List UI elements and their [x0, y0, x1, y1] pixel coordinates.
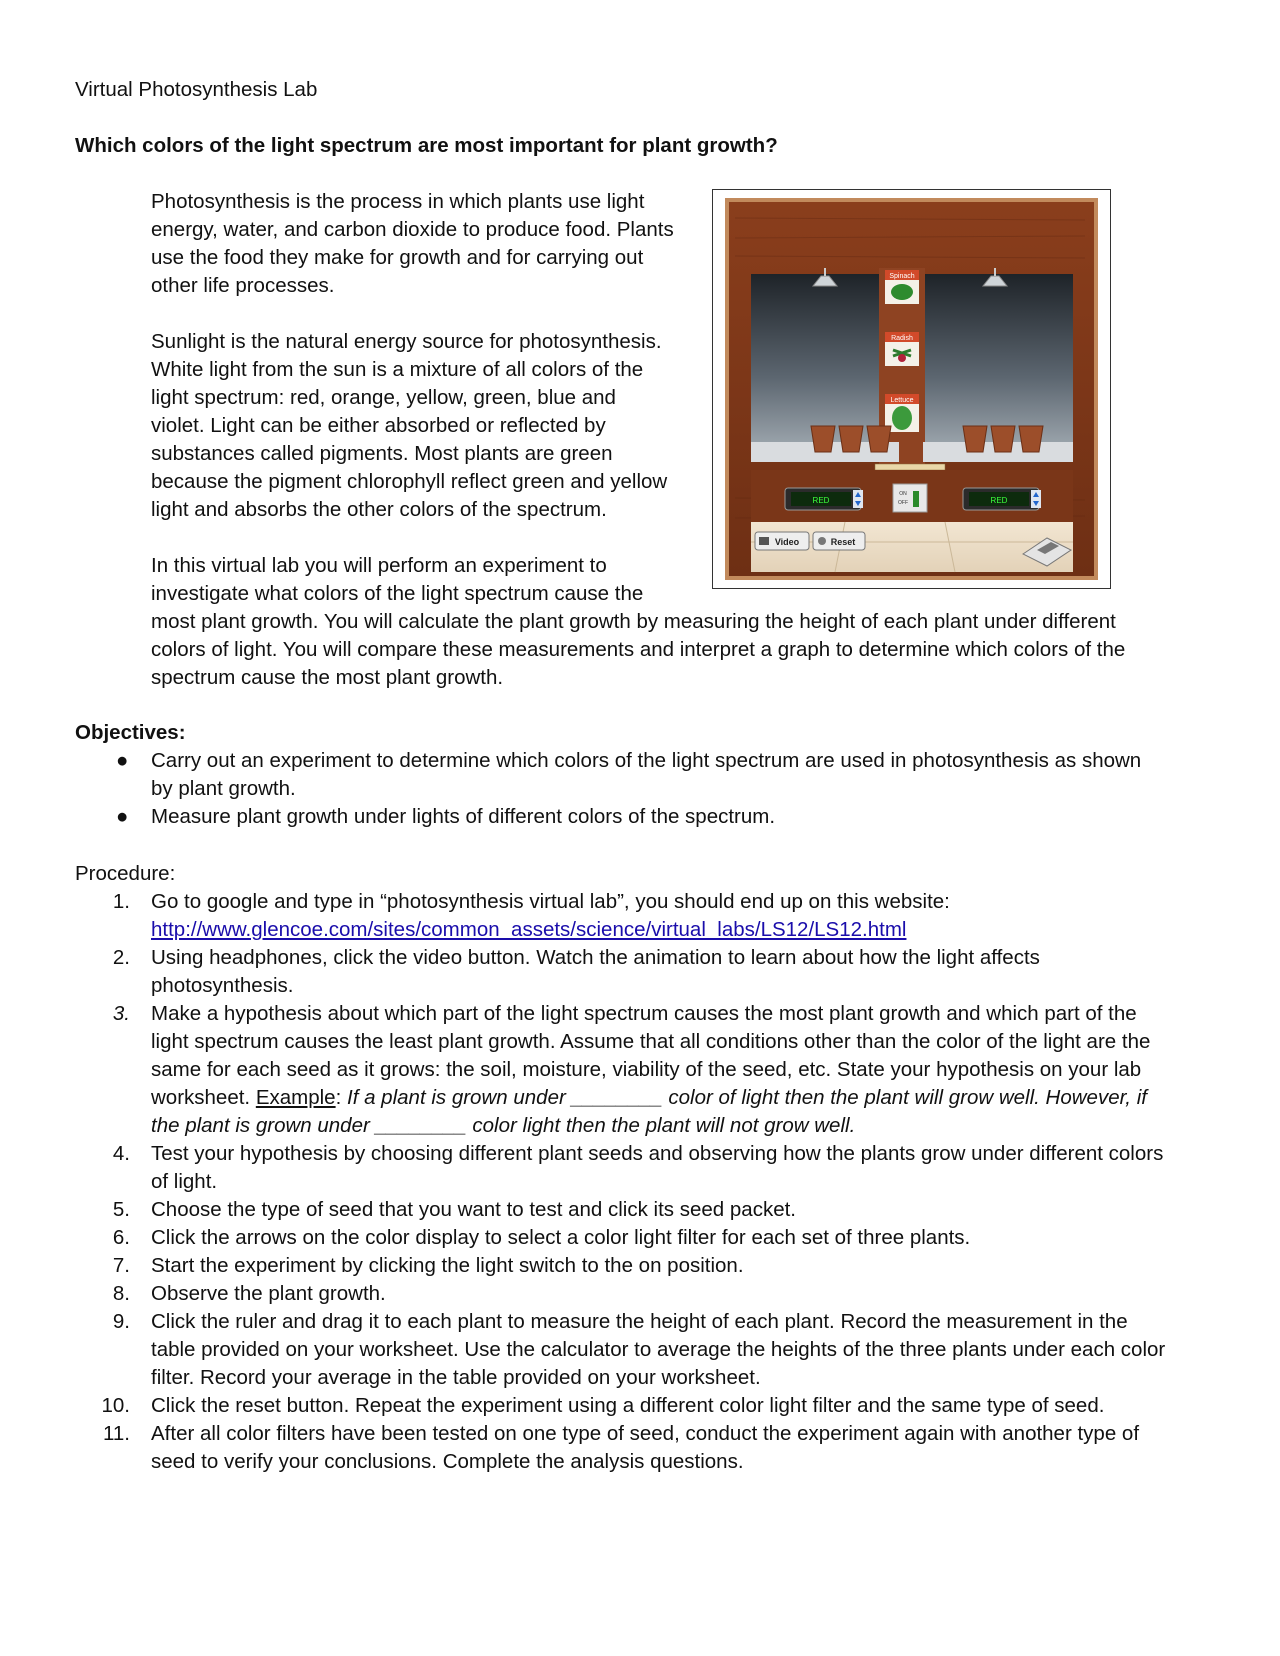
text-line: by plant growth. [151, 777, 296, 800]
text-line: In this virtual lab you will perform an experiment to [151, 554, 607, 577]
right-filter-display: RED [990, 496, 1008, 505]
hypothesis-template: If a plant is grown under ________ color of light then the plant will grow well. However, if [347, 1086, 1147, 1109]
objective-item [151, 803, 1211, 831]
objective-item [151, 747, 1211, 803]
text-line: investigate what colors of the light spectrum cause the [151, 582, 644, 605]
step-number: 8. [112, 1282, 130, 1305]
text-line: substances called pigments. Most plants are green [151, 442, 613, 465]
text-line: because the pigment chlorophyll reflect green and yellow [151, 470, 668, 493]
text-line: other life processes. [151, 274, 335, 297]
step-number: 5. [112, 1198, 130, 1221]
text-line: light spectrum: red, orange, yellow, green, blue and [151, 386, 616, 409]
text-line: spectrum cause the most plant growth. [151, 666, 504, 689]
bullet-dot: ● [116, 805, 129, 828]
step-number: 11. [103, 1422, 130, 1445]
text-line: Photosynthesis is the process in which plants use light [151, 190, 645, 213]
text-line: same for each seed as it grows: the soil, moisture, viability of the seed, etc. State your hypothesis on your lab [151, 1058, 1142, 1081]
text-line: light spectrum causes the least plant growth. Assume that all conditions other than the color of the light are the [151, 1030, 1151, 1053]
spinach-packet-label: Spinach [889, 273, 915, 280]
text-line: Click the arrows on the color display to select a color light filter for each set of three plants. [151, 1226, 971, 1249]
step-number: 1. [112, 890, 130, 913]
lab-scene-drawing [725, 198, 1098, 580]
text-line: violet. Light can be either absorbed or reflected by [151, 414, 606, 437]
example-label: Example [255, 1086, 336, 1109]
text-line: photosynthesis. [151, 974, 294, 997]
switch-off-label: OFF [898, 500, 908, 506]
step-number: 4. [112, 1142, 130, 1165]
text-line [151, 1084, 1211, 1112]
text-line: seed to verify your conclusions. Complete the analysis questions. [151, 1450, 744, 1473]
step-number: 9. [112, 1310, 130, 1333]
procedure-step-8 [151, 1280, 1211, 1308]
procedure-step-9 [151, 1308, 1211, 1392]
text-run: worksheet. [151, 1086, 256, 1109]
text-line: Choose the type of seed that you want to test and click its seed packet. [151, 1198, 796, 1221]
text-line: Sunlight is the natural energy source for photosynthesis. [151, 330, 662, 353]
procedure-step-1 [151, 888, 1211, 944]
lab-website-link[interactable]: http://www.glencoe.com/sites/common_assets/science/virtual_labs/LS12/LS12.html [151, 918, 907, 941]
procedure-step-10 [151, 1392, 1211, 1420]
lab-scene [725, 198, 1098, 580]
text-line: Click the reset button. Repeat the experiment using a different color light filter and the same type of seed. [151, 1394, 1105, 1417]
text-line: Test your hypothesis by choosing different plant seeds and observing how the plants grow under different colors [151, 1142, 1164, 1165]
procedure-step-11 [151, 1420, 1211, 1476]
text-line: of light. [151, 1170, 218, 1193]
step-number: 6. [112, 1226, 130, 1249]
text-line: the plant is grown under ________ color light then the plant will not grow well. [151, 1114, 856, 1137]
intro-paragraph-2 [151, 328, 711, 524]
document-title: Virtual Photosynthesis Lab [75, 78, 318, 101]
text-line: filter. Record your average in the table provided on your worksheet. [151, 1366, 761, 1389]
text-line: White light from the sun is a mixture of all colors of the [151, 358, 644, 381]
procedure-heading: Procedure: [75, 862, 176, 885]
text-line: light and absorbs the other colors of the spectrum. [151, 498, 607, 521]
lettuce-packet-label: Lettuce [890, 397, 914, 404]
text-line: Carry out an experiment to determine which colors of the light spectrum are used in photosynthesis as shown [151, 749, 1142, 772]
text-run: : [335, 1086, 347, 1109]
procedure-step-2 [151, 944, 1211, 1000]
intro-paragraph-1 [151, 188, 711, 300]
left-filter-display: RED [812, 496, 830, 505]
procedure-step-6 [151, 1224, 1211, 1252]
lab-screenshot [712, 189, 1111, 589]
text-line: most plant growth. You will calculate the plant growth by measuring the height of each plant under different [151, 610, 1116, 633]
text-line: use the food they make for growth and for carrying out [151, 246, 644, 269]
text-line: energy, water, and carbon dioxide to produce food. Plants [151, 218, 674, 241]
video-button-label: Video [774, 537, 800, 547]
reset-button-label: Reset [830, 537, 856, 547]
text-line: After all color filters have been tested on one type of seed, conduct the experiment again with another type of [151, 1422, 1140, 1445]
text-line: Make a hypothesis about which part of the light spectrum causes the most plant growth and which part of the [151, 1002, 1137, 1025]
text-line: Measure plant growth under lights of different colors of the spectrum. [151, 805, 776, 828]
step-number: 7. [112, 1254, 130, 1277]
text-line: Go to google and type in “photosynthesis virtual lab”, you should end up on this website: [151, 890, 950, 913]
objectives-heading: Objectives: [75, 721, 186, 744]
text-line: Click the ruler and drag it to each plant to measure the height of each plant. Record the measurement in the [151, 1310, 1128, 1333]
text-line: table provided on your worksheet. Use the calculator to average the heights of the three plants under each color [151, 1338, 1166, 1361]
research-question: Which colors of the light spectrum are most important for plant growth? [75, 134, 778, 157]
procedure-step-7 [151, 1252, 1211, 1280]
radish-packet-label: Radish [891, 335, 913, 342]
switch-on-label: ON [899, 491, 907, 497]
procedure-step-3 [151, 1000, 1211, 1140]
bullet-dot: ● [116, 749, 129, 772]
text-line: colors of light. You will compare these measurements and interpret a graph to determine which colors of the [151, 638, 1126, 661]
text-line: Using headphones, click the video button. Watch the animation to learn about how the light affects [151, 946, 1040, 969]
step-number: 2. [112, 946, 130, 969]
text-line: Start the experiment by clicking the light switch to the on position. [151, 1254, 744, 1277]
procedure-step-4 [151, 1140, 1211, 1196]
text-line: Observe the plant growth. [151, 1282, 386, 1305]
procedure-step-5 [151, 1196, 1211, 1224]
step-number: 10. [101, 1394, 130, 1417]
step-number: 3. [112, 1002, 130, 1025]
